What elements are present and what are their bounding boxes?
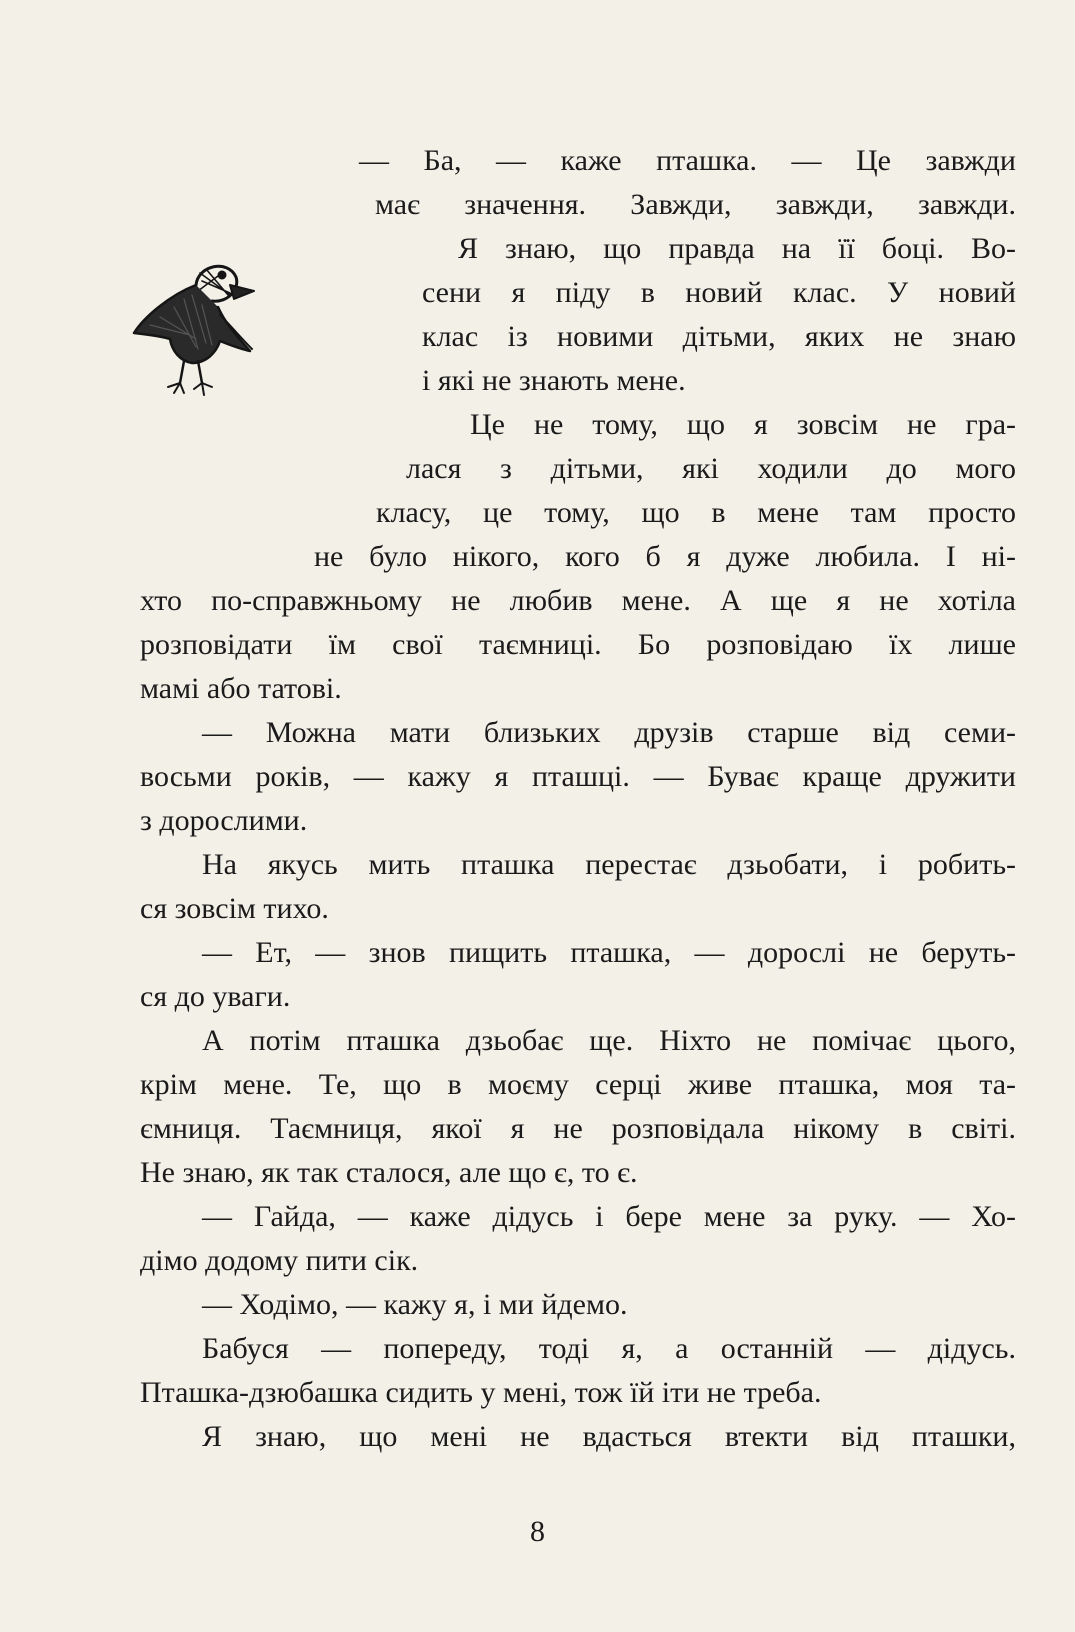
- crow-drawing-icon: [130, 255, 260, 405]
- text-line: Я знаю, що мені не вдасться втекти від пташки,: [202, 1420, 1016, 1453]
- text-line: Бабуся — попереду, тоді я, а останній — дідусь.: [202, 1332, 1016, 1365]
- text-line: і які не знають мене.: [422, 364, 686, 397]
- text-line: дімо додому пити сік.: [140, 1244, 419, 1277]
- text-line: хто по-справжньому не любив мене. А ще я не хотіла: [140, 584, 1016, 617]
- text-line: розповідати їм свої таємниці. Бо розповідаю їх лише: [140, 628, 1016, 661]
- text-line: — Ет, — знов пищить пташка, — дорослі не беруть-: [202, 936, 1016, 969]
- text-line: мамі або татові.: [140, 672, 342, 705]
- text-line: — Гайда, — каже дідусь і бере мене за руку. — Хо-: [202, 1200, 1016, 1233]
- text-line: ся зовсім тихо.: [140, 892, 329, 925]
- text-line: не було нікого, кого б я дуже любила. І ні-: [314, 540, 1016, 573]
- text-line: Не знаю, як так сталося, але що є, то є.: [140, 1156, 638, 1189]
- text-line: восьми років, — кажу я пташці. — Буває краще дружити: [140, 760, 1016, 793]
- text-line: — Можна мати близьких друзів старше від семи-: [202, 716, 1016, 749]
- text-line: має значення. Завжди, завжди, завжди.: [375, 188, 1016, 221]
- text-line: — Ходімо, — кажу я, і ми йдемо.: [202, 1288, 628, 1321]
- text-line: ємниця. Таємниця, якої я не розповідала нікому в світі.: [140, 1112, 1016, 1145]
- text-line: Пташка-дзюбашка сидить у мені, тож їй іти не треба.: [140, 1376, 822, 1409]
- text-line: сени я піду в новий клас. У новий: [422, 276, 1016, 309]
- text-line: Це не тому, що я зовсім не гра-: [470, 408, 1016, 441]
- text-line: крім мене. Те, що в моєму серці живе пташка, моя та-: [140, 1068, 1016, 1101]
- text-line: А потім пташка дзьобає ще. Ніхто не помічає цього,: [202, 1024, 1016, 1057]
- text-line: — Ба, — каже пташка. — Це завжди: [359, 144, 1016, 177]
- text-line: лася з дітьми, які ходили до мого: [406, 452, 1016, 485]
- text-line: Я знаю, що правда на її боці. Во-: [458, 232, 1016, 265]
- text-line: класу, це тому, що в мене там просто: [376, 496, 1016, 529]
- text-line: На якусь мить пташка перестає дзьобати, і робить-: [202, 848, 1016, 881]
- text-line: ся до уваги.: [140, 980, 291, 1013]
- text-line: з дорослими.: [140, 804, 308, 837]
- text-line: клас із новими дітьми, яких не знаю: [422, 320, 1016, 353]
- page-number: 8: [530, 1515, 545, 1548]
